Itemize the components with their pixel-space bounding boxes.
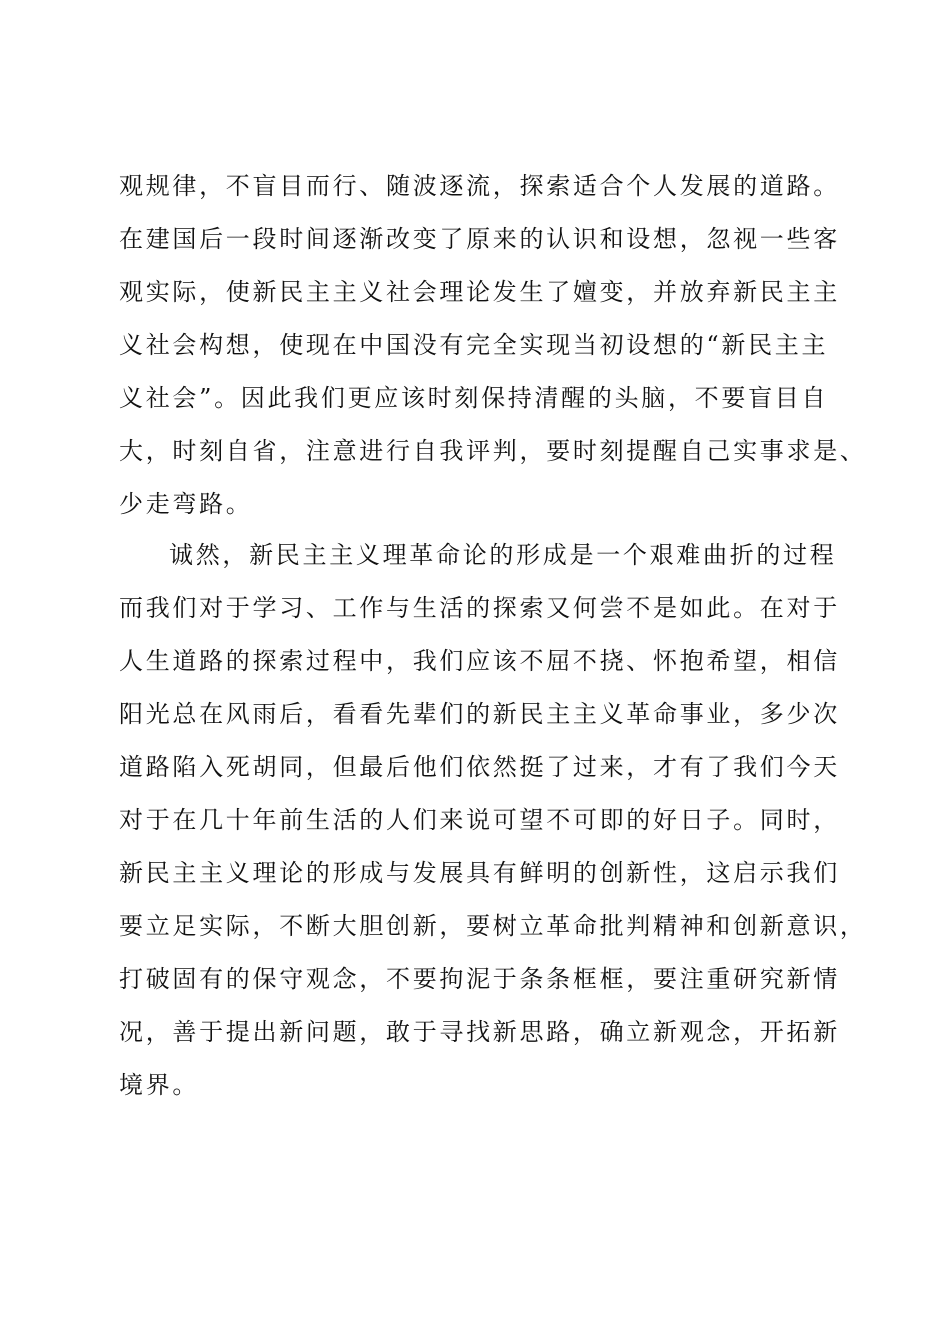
- text-line: 义社会”。因此我们更应该时刻保持清醒的头脑，不要盲目自: [119, 384, 829, 412]
- text-line: 阳光总在风雨后，看看先辈们的新民主主义革命事业，多少次: [119, 700, 840, 728]
- text-line: 况，善于提出新问题，敢于寻找新思路，确立新观念，开拓新: [119, 1018, 840, 1046]
- text-line: 人生道路的探索过程中，我们应该不屈不挠、怀抱希望，相信: [119, 647, 840, 675]
- text-line: 诚然，新民主主义理革命论的形成是一个艰难曲折的过程: [169, 541, 837, 569]
- text-line: 境界。: [119, 1071, 200, 1099]
- text-line: 道路陷入死胡同，但最后他们依然挺了过来，才有了我们今天: [119, 753, 840, 781]
- text-line: 对于在几十年前生活的人们来说可望不可即的好日子。同时，: [119, 806, 840, 834]
- text-line: 新民主主义理论的形成与发展具有鲜明的创新性，这启示我们: [119, 859, 840, 887]
- text-line: 要立足实际，不断大胆创新，要树立革命批判精神和创新意识，: [119, 912, 867, 940]
- text-line: 而我们对于学习、工作与生活的探索又何尝不是如此。在对于: [119, 594, 840, 622]
- text-line: 少走弯路。: [119, 490, 253, 518]
- text-line: 在建国后一段时间逐渐改变了原来的认识和设想，忽视一些客: [119, 225, 840, 253]
- text-line: 打破固有的保守观念，不要拘泥于条条框框，要注重研究新情: [119, 965, 840, 993]
- text-line: 大，时刻自省，注意进行自我评判，要时刻提醒自己实事求是、: [119, 437, 867, 465]
- text-line: 观规律，不盲目而行、随波逐流，探索适合个人发展的道路。: [119, 172, 840, 200]
- text-line: 义社会构想，使现在中国没有完全实现当初设想的“新民主主: [119, 331, 829, 359]
- text-line: 观实际，使新民主主义社会理论发生了嬗变，并放弃新民主主: [119, 278, 840, 306]
